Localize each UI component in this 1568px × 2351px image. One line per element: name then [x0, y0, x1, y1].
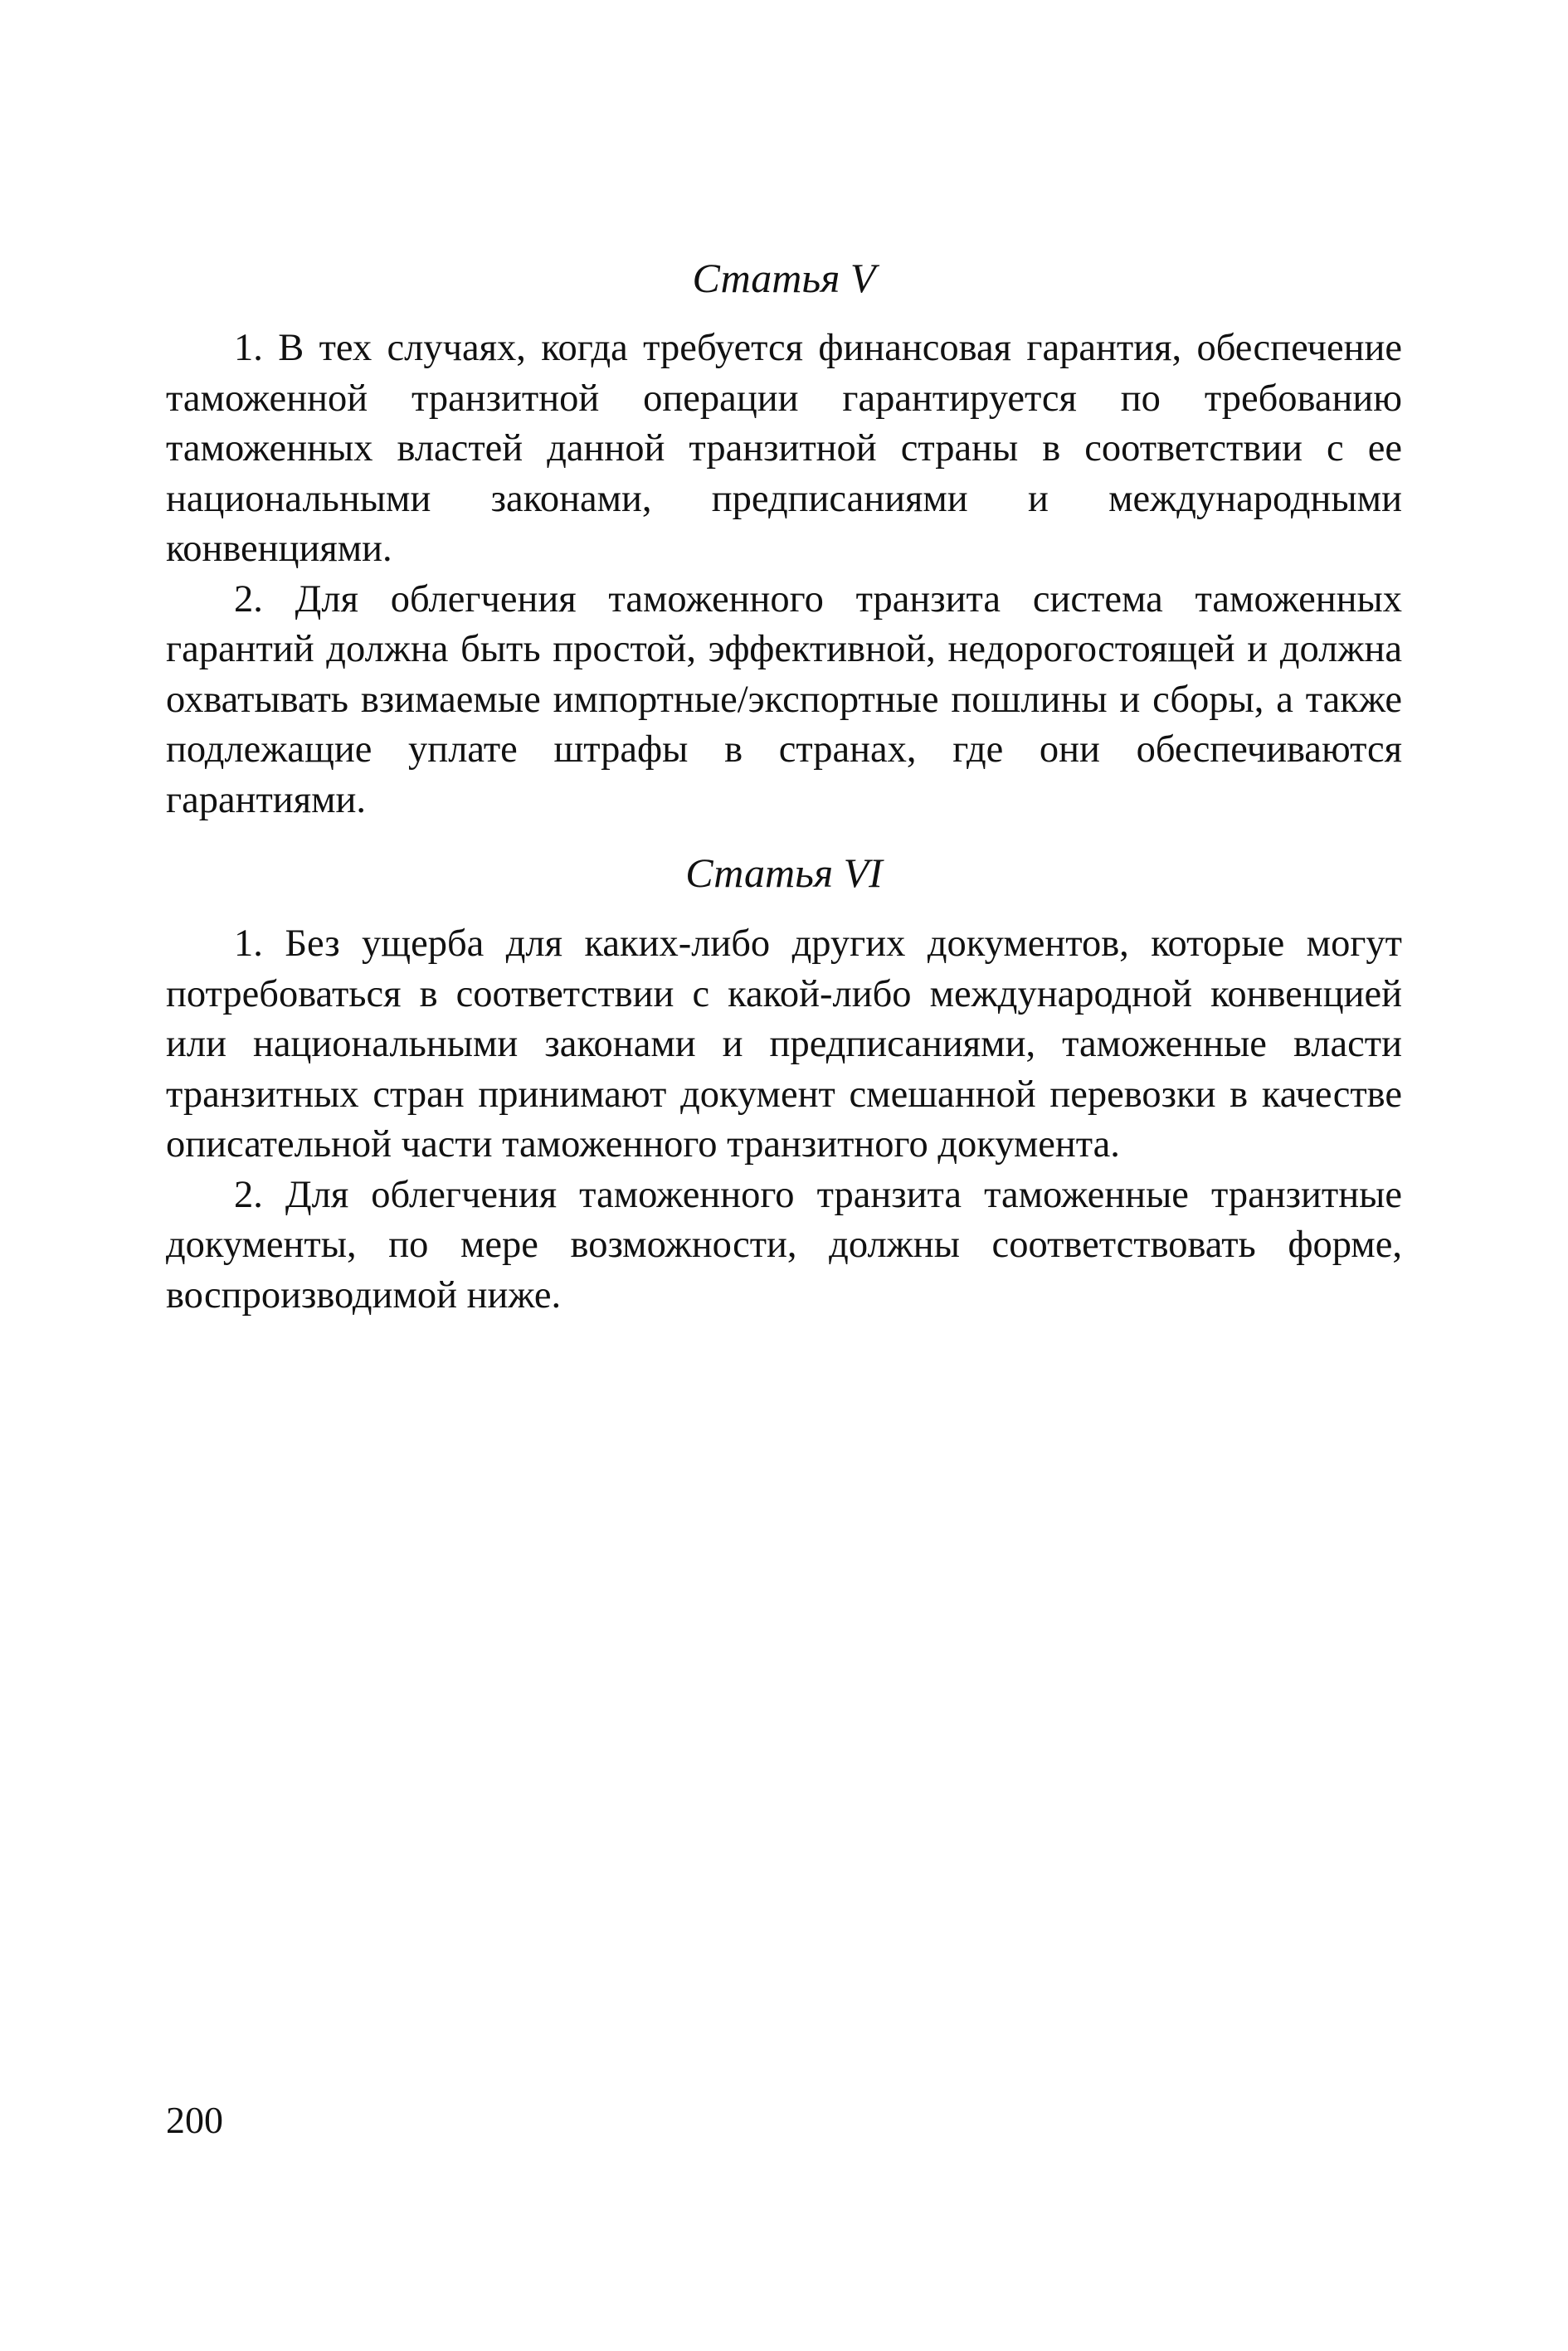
article-heading: Статья VI: [685, 849, 883, 896]
article-heading: Статья V: [692, 255, 876, 301]
paragraph: 2. Для облегчения таможенного транзита система таможенных гарантий должна быть простой, эффективной, недорогостоящей и должна охватывать взимаемые импортные/экспортные пошлины и сборы, а также подлежащие уплате штрафы в странах, где они обеспечиваются гарантиями.: [166, 577, 1402, 821]
page-number: 200: [166, 2099, 223, 2141]
paragraph: 1. Без ущерба для каких-либо других документов, которые могут потребоваться в соответствии с какой-либо международной конвенцией или национальными законами и предписаниями, таможенные власти транзитных стран принимают документ смешанной перевозки в качестве описательной части таможенного транзитного документа.: [166, 922, 1402, 1166]
article-body: [166, 919, 1402, 1321]
paragraph: 1. В тех случаях, когда требуется финансовая гарантия, обеспечение таможенной транзитной операции гарантируется по требованию таможенных властей данной транзитной страны в соответствии с ее национальными законами, предписаниями и международными конвенциями.: [166, 327, 1402, 570]
document-page: [166, 0, 1402, 2351]
paragraph: 2. Для облегчения таможенного транзита таможенные транзитные документы, по мере возможности, должны соответствовать форме, воспроизводимой ниже.: [166, 1173, 1402, 1317]
article-body: [166, 324, 1402, 825]
